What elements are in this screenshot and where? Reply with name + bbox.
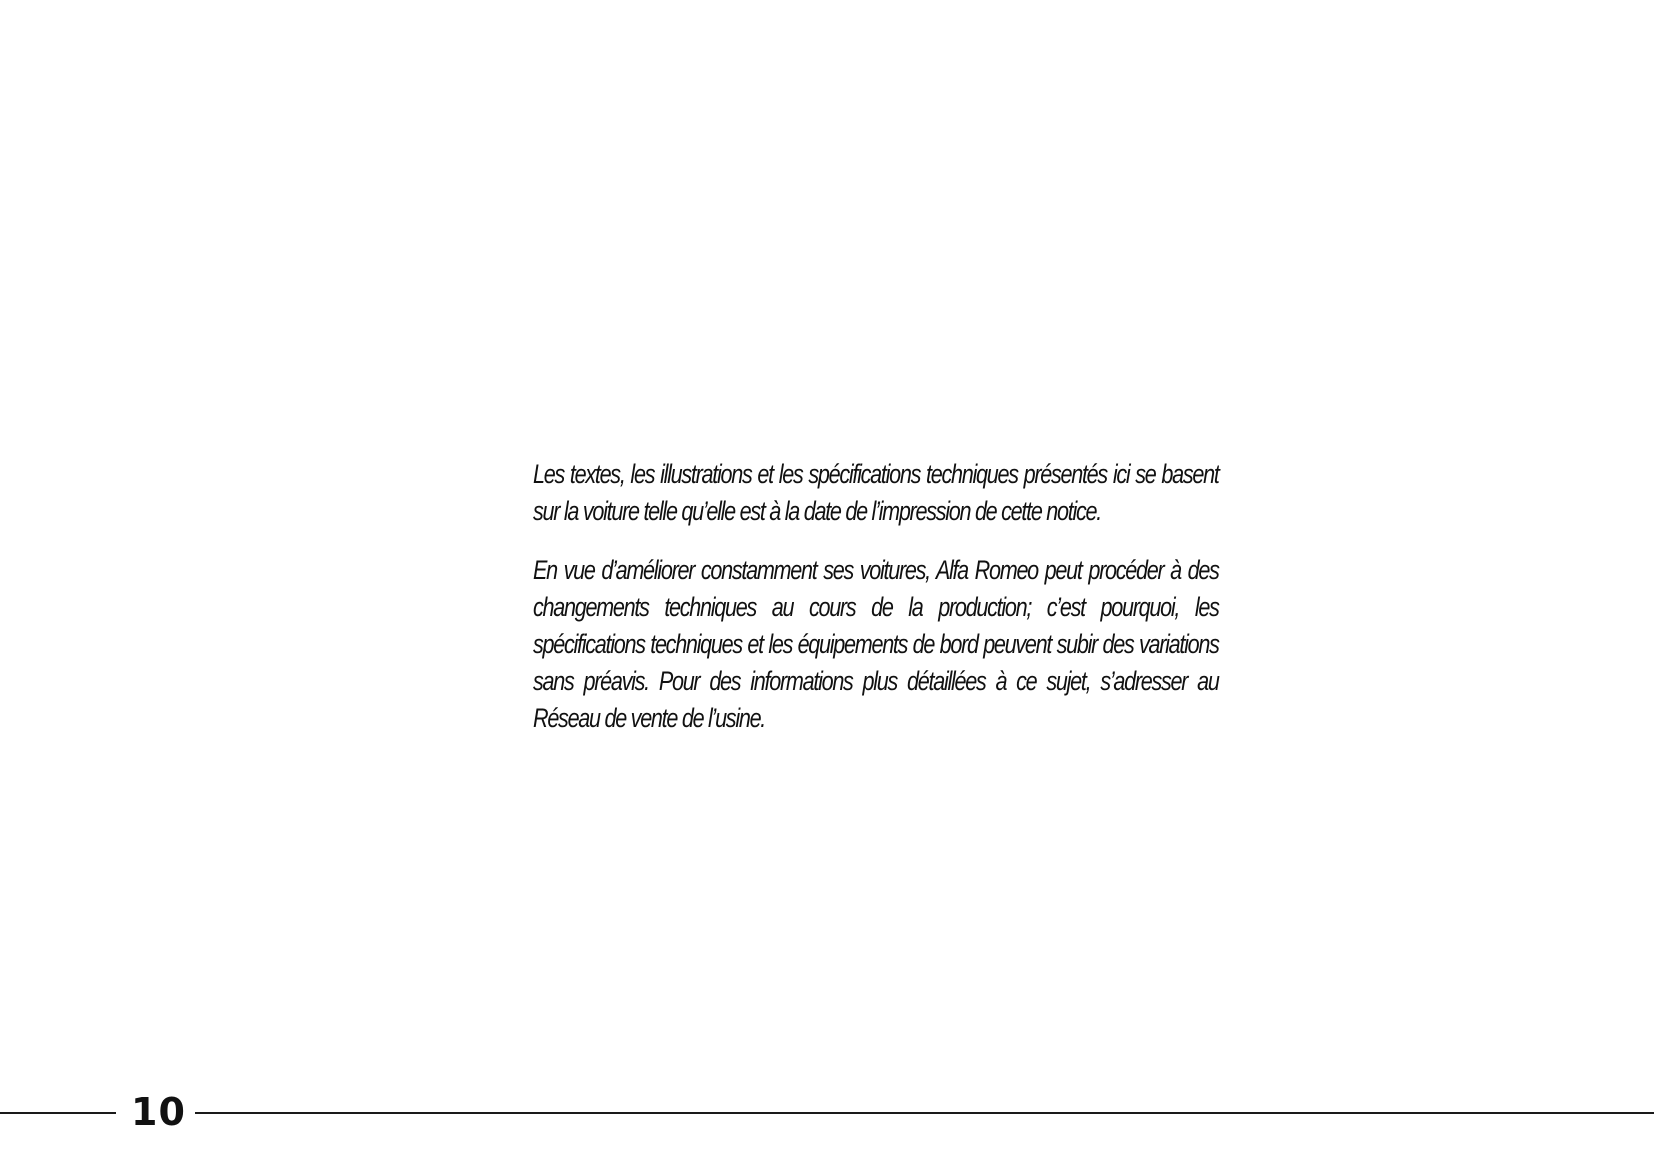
footer-rule-right [195,1112,1654,1114]
notice-paragraph-1: Les textes, les illustrations et les spécifications techniques présentés ici se basent sur la voiture telle qu’elle est à la date de l’impression de cette notice. [533,459,1219,526]
disclaimer-notice [533,456,1219,759]
page-number: 10 [131,1090,186,1134]
notice-paragraph-2: En vue d’améliorer constamment ses voitures, Alfa Romeo peut procéder à des changements techniques au cours de la production; c’est pourquoi, les spécifications techniques et les équipements de bord peuvent subir des variations sans préavis. Pour des informations plus détaillées à ce sujet, s’adresser au Réseau de vente de l’usine. [533,555,1219,733]
footer-rule-left [0,1112,116,1114]
